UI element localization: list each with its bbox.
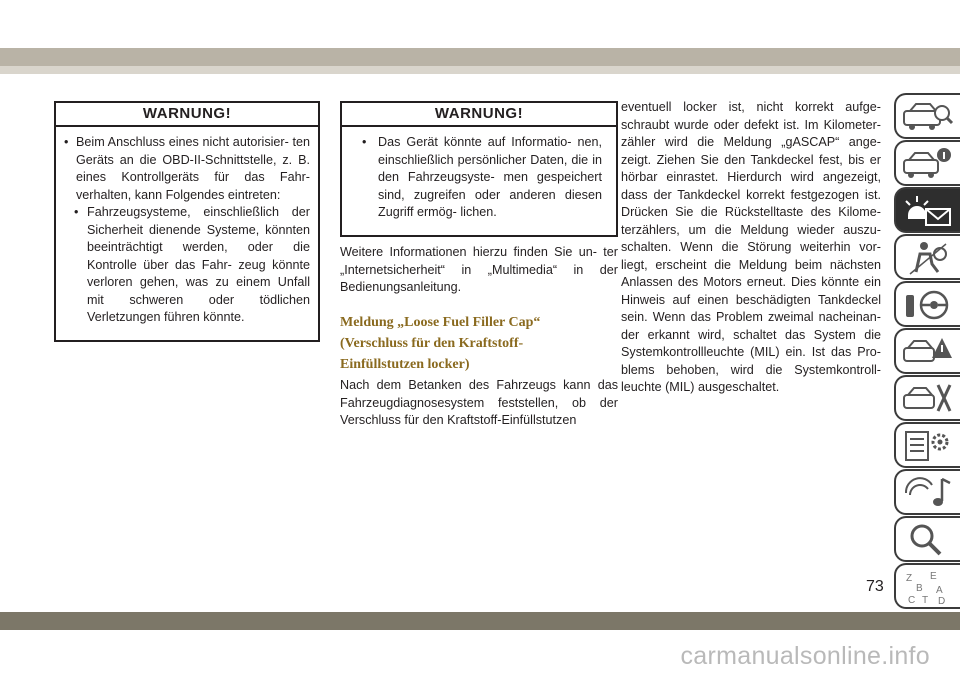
right-body-paragraph: eventuell locker ist, nicht korrekt aufge- schraubt wurde oder defekt ist. Im Kilometer- zähler wird die Meldung „gASCAP“ ange- zeigt. Ziehen Sie den Tankdeckel fest, bis er hörbar einrastet. Hierdurch wird angezeigt, dass der Tankdeckel korrekt festgezogen ist. Drücken Sie die Rückstelltaste des Kilome- terzählers, um die Meldung wieder auszu- schalten. Wenn die Störung weiterhin vor- liegt, erscheint die Meldung beim nächsten Anlassen des Motors erneut. Dies könnte ein Hinweis auf einen beschädigten Tankdeckel sein. Wenn das Problem zweimal nacheinan- der erkannt wird, schaltet das System die Systemkontrollleuchte (MIL) ein. Ist das Pro- blems behoben, wird die Systemkontroll- leuchte (MIL) ausgeschaltet. [621, 100, 881, 394]
airbag-person-icon [902, 240, 954, 276]
page-number: 73 [866, 578, 884, 595]
header-band [0, 48, 960, 66]
section-heading-line-3: Einfüllstutzen locker) [340, 357, 470, 372]
specs-gear-icon [902, 428, 954, 464]
warning-box-1-item [64, 134, 310, 204]
bullet: • [362, 135, 367, 149]
warning-box-2 [340, 101, 618, 237]
bullet: • [64, 135, 69, 149]
warning-box-1-subitem-text: Fahrzeugsysteme, einschließlich der Sicherheit dienende Systeme, könnten beeinträchtigt werden, oder die Kontrolle über das Fahr- zeug könnte verloren gehen, was zu einem Unfall mit schweren oder tödlichen Verletzungen führen könnte. [87, 205, 310, 324]
warning-box-1-body [56, 127, 318, 327]
middle-body-paragraph: Nach dem Betanken des Fahrzeugs kann das Fahrzeugdiagnosesystem feststellen, ob der Verschluss für den Kraftstoff-Einfüllstutzen [340, 378, 618, 427]
section-heading-line-1: Meldung „Loose Fuel Filler Cap“ [340, 315, 541, 330]
middle-intro-paragraph: Weitere Informationen hierzu finden Sie un- ter „Internetsicherheit“ in „Multimedia“ in der Bedienungsanleitung. [340, 245, 618, 294]
tab-car-info[interactable] [894, 140, 960, 186]
section-heading [340, 312, 618, 375]
tab-multimedia[interactable] [894, 469, 960, 515]
warning-box-1-title: WARNUNG! [56, 103, 318, 127]
header-band-light [0, 66, 960, 74]
warning-light-message-icon [902, 193, 954, 229]
steering-wheel-icon [902, 287, 954, 323]
tab-technical-specifications[interactable] [894, 422, 960, 468]
music-note-icon [902, 475, 954, 511]
search-icon [902, 522, 954, 558]
index-letter: E [930, 571, 937, 582]
watermark: carmanualsonline.info [680, 642, 930, 670]
index-letter: A [936, 585, 943, 596]
tab-servicing-maintenance[interactable] [894, 375, 960, 421]
warning-box-1 [54, 101, 320, 342]
tab-warning-lights-messages[interactable] [894, 187, 960, 233]
warning-box-2-item [362, 134, 602, 222]
warning-box-1-item-text: Beim Anschluss eines nicht autorisier- ten Geräts an die OBD-II-Schnittstelle, z. B. eines Kontrollgeräts für das Fahr- verhalten, kann Folgendes eintreten: [76, 135, 310, 202]
tab-emergency[interactable] [894, 328, 960, 374]
warning-box-1-subitem [74, 204, 310, 327]
warning-box-2-body [342, 127, 616, 222]
index-letter: Z [906, 573, 913, 584]
car-info-icon [902, 146, 954, 182]
bullet: • [74, 205, 79, 219]
index-letter: D [938, 596, 946, 607]
tab-safety[interactable] [894, 234, 960, 280]
footer-band [0, 612, 960, 630]
tab-starting-operating[interactable] [894, 281, 960, 327]
tab-car-overview[interactable] [894, 93, 960, 139]
warning-box-2-title: WARNUNG! [342, 103, 616, 127]
tab-customer-assistance-search[interactable] [894, 516, 960, 562]
index-letters-icon [902, 569, 954, 607]
car-warning-triangle-icon [902, 334, 954, 370]
car-magnifier-icon [902, 99, 954, 135]
section-heading-line-2: (Verschluss für den Kraftstoff- [340, 336, 524, 351]
car-tools-icon [902, 381, 954, 417]
tab-index[interactable] [894, 563, 960, 609]
warning-box-2-item-text: Das Gerät könnte auf Informatio- nen, einschließlich persönlicher Daten, die in den Fahrzeugsyste- men gespeichert sind, zugreifen oder anderen diesen Zugriff ermög- lichen. [378, 135, 602, 219]
index-letter: T [922, 595, 929, 606]
index-letter: C [908, 595, 916, 606]
index-letter: B [916, 583, 923, 594]
